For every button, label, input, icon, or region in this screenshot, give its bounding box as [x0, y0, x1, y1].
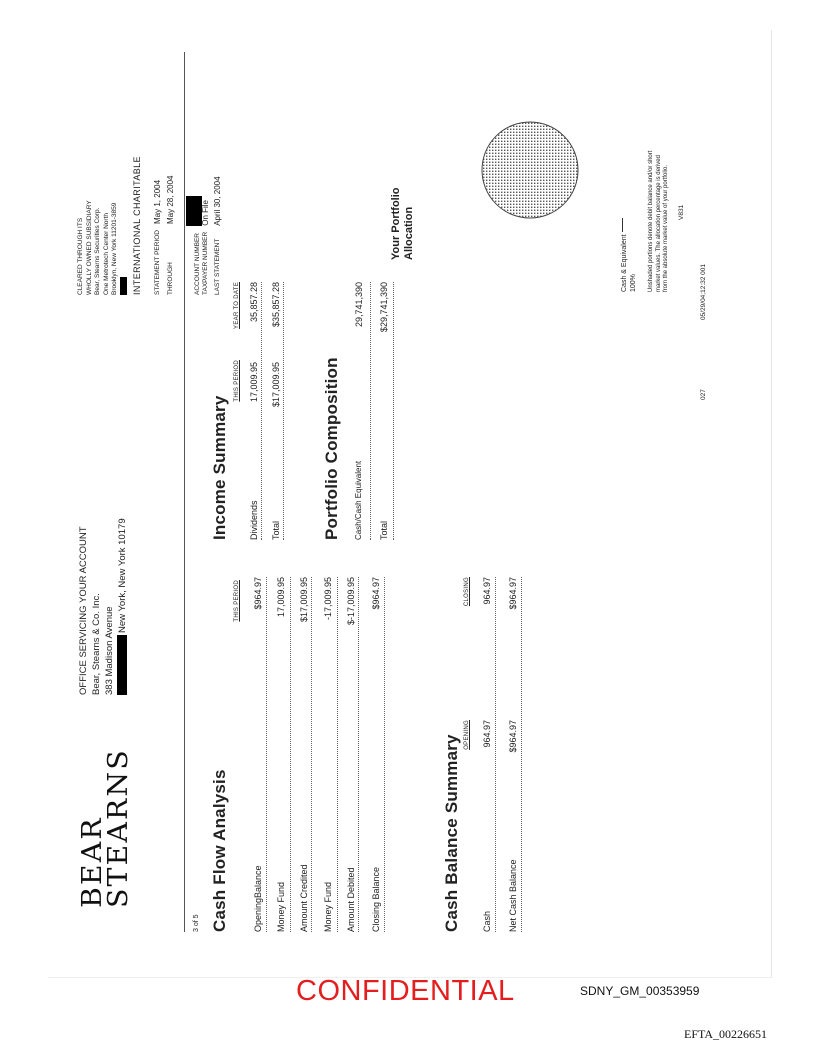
allocation-pie-chart: [480, 120, 580, 220]
footer-page-code: 027: [700, 389, 707, 400]
table-row: Net Cash Balance $964.97 $964.97: [496, 577, 522, 932]
table-row: OpeningBalance $964.97: [244, 577, 267, 932]
portfolio-composition-title: Portfolio Composition: [322, 357, 341, 540]
allocation-note: Unshaded portions denote debit balance and/or short market values. The allocation percentage is derived from the absolute market value of your portfolio.: [648, 150, 669, 292]
efta-number: EFTA_00226651: [684, 1027, 768, 1041]
income-table: [240, 282, 284, 540]
table-row: Total $29,741,390: [370, 282, 394, 540]
table-row: Amount Credited $17,009.95: [290, 577, 312, 932]
logo-line-2: STEARNS: [103, 748, 134, 908]
clearing-info-block: [77, 45, 222, 295]
office-line-2: Bear, Stearns & Co. Inc.: [91, 593, 102, 695]
cash-balance-col-opening: OPENING: [464, 720, 470, 750]
office-line-4: New York, New York 10179: [116, 518, 129, 695]
table-row: Cash/Cash Equivalent 29,741,390: [354, 282, 364, 540]
last-statement-label: LAST STATEMENT: [213, 238, 221, 295]
slice-pct: 100%: [630, 274, 637, 292]
through-label: THROUGH: [167, 262, 175, 295]
account-number-label: ACCOUNT NUMBER: [193, 233, 201, 295]
rotated-statement: [60, 40, 760, 960]
through-value: May 28, 2004: [166, 175, 176, 224]
logo-line-1: BEAR: [77, 816, 108, 908]
allocation-legend: [620, 218, 638, 292]
allocation-code: V831: [678, 204, 685, 220]
slice-label: Cash & Equivalent: [621, 234, 628, 292]
redaction-bar: [117, 635, 127, 695]
page-number: 3 of 5: [193, 914, 200, 932]
leader-line: [622, 218, 623, 232]
clearing-line-1: CLEARED THROUGH ITS: [77, 217, 84, 295]
statement-period-value: May 1, 2004: [152, 179, 162, 224]
cash-balance-col-closing: CLOSING: [464, 577, 470, 607]
table-row: Money Fund 17,009.95: [276, 577, 286, 932]
footer-timestamp: 05/29/04;12:32 001: [700, 263, 707, 320]
statement-period-label: STATEMENT PERIOD: [153, 229, 161, 295]
redaction-bar: [186, 196, 202, 226]
confidential-stamp: CONFIDENTIAL: [296, 975, 515, 1007]
cash-flow-table: [244, 577, 385, 932]
clearing-line-2: WHOLLY OWNED SUBSIDIARY: [85, 200, 93, 295]
office-servicing-block: [77, 518, 129, 695]
taxpayer-label: TAXPAYER NUMBER: [202, 231, 210, 295]
bates-number: SDNY_GM_00353959: [580, 984, 700, 998]
table-row: Money Fund -17,009.95: [323, 577, 333, 932]
last-statement-value: April 30, 2004: [212, 176, 222, 226]
clearing-line-4: One Metrotech Center North: [102, 212, 110, 295]
cash-balance-table: [472, 577, 522, 932]
portfolio-table: [340, 282, 394, 540]
income-summary-title: Income Summary: [210, 395, 229, 540]
pie-slice-cash-equivalent: [482, 122, 578, 218]
office-line-3: 383 Madison Avenue: [104, 606, 115, 695]
table-row: Total $17,009.95 $35,857.28: [262, 282, 284, 540]
redaction-bar: [120, 277, 127, 295]
office-line-1: OFFICE SERVICING YOUR ACCOUNT: [78, 526, 89, 695]
table-row: Cash 964.97 964.97: [472, 577, 496, 932]
account-info-table: [186, 170, 223, 295]
account-name: INTERNATIONAL CHARITABLE: [132, 156, 143, 295]
allocation-title: Your Portfolio Allocation: [390, 187, 415, 260]
cash-flow-col-header: THIS PERIOD: [234, 580, 240, 622]
statement-period-table: [154, 170, 176, 296]
cash-balance-title: Cash Balance Summary: [442, 734, 461, 932]
clearing-line-5: Brooklyn, New York 11201-3859: [111, 202, 118, 295]
table-row: Closing Balance $964.97: [359, 577, 385, 932]
clearing-line-3: Bear, Stearns Securities Corp.: [94, 207, 101, 295]
table-row: Amount Debited $-17,009.95: [337, 577, 359, 932]
income-col-ytd: YEAR TO DATE: [234, 282, 240, 329]
table-row: Dividends 17,009.95 35,857.28: [240, 282, 262, 540]
income-col-period: THIS PERIOD: [234, 360, 240, 402]
bear-stearns-logo: [77, 748, 134, 908]
cash-flow-title: Cash Flow Analysis: [210, 769, 229, 932]
taxpayer-value: On File: [201, 199, 211, 226]
